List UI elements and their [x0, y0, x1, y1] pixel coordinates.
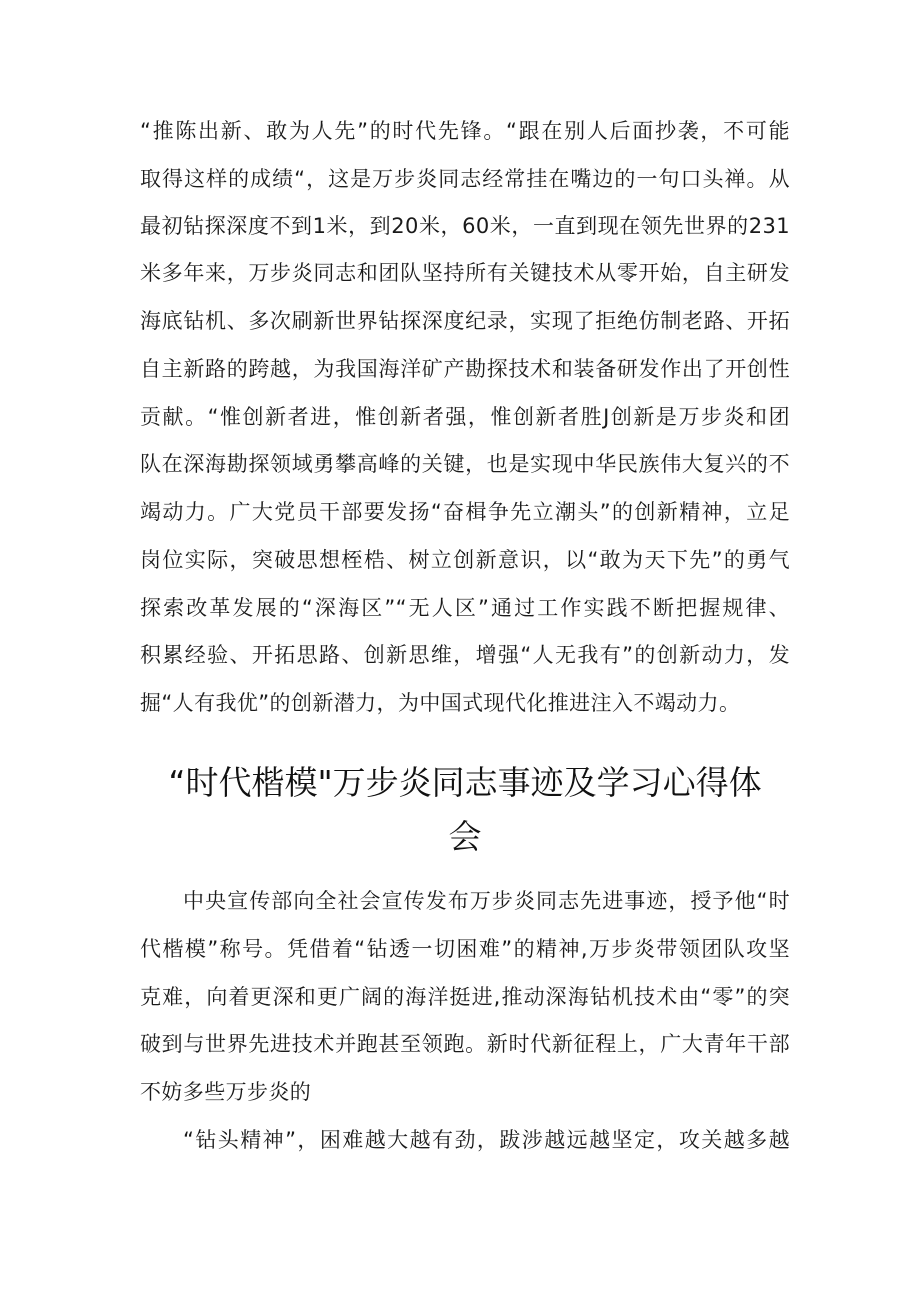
text-line: 不妨多些万步炎的: [140, 1080, 312, 1104]
text-line: “钻头精神”，困难越大越有劲，跋涉越远越坚定，攻关越多越: [183, 1128, 790, 1152]
text-line: 队在深海勘探领域勇攀高峰的关键，也是实现中华民族伟大复兴的不: [140, 452, 790, 476]
text-line: 自主新路的跨越，为我国海洋矿产勘探技术和装备研发作出了开创性: [140, 357, 790, 381]
text-line: 中央宣传部向全社会宣传发布万步炎同志先进事迹，授予他“时: [183, 889, 790, 913]
text-line: 取得这样的成绩“，这是万步炎同志经常挂在嘴边的一句口头禅。从: [140, 167, 790, 191]
text-line: 克难，向着更深和更广阔的海洋挺进,推动深海钻机技术由“零”的突: [140, 985, 790, 1009]
text-line: 积累经验、开拓思路、创新思维，增强“人无我有”的创新动力，发: [140, 643, 790, 667]
text-line: 竭动力。广大党员干部要发扬“奋楫争先立潮头”的创新精神，立足: [140, 500, 790, 524]
text-line: 掘“人有我优”的创新潜力，为中国式现代化推进注入不竭动力。: [140, 691, 741, 715]
text-line: 代楷模”称号。凭借着“钻透一切困难”的精神,万步炎带领团队攻坚: [140, 937, 790, 961]
text-line: 破到与世界先进技术并跑甚至领跑。新时代新征程上，广大青年干部: [140, 1032, 790, 1056]
heading-line: 会: [448, 817, 482, 856]
text-line: 探索改革发展的“深海区”“无人区”通过工作实践不断把握规律、: [140, 596, 790, 620]
text-line: 米多年来，万步炎同志和团队坚持所有关键技术从零开始，自主研发: [140, 261, 790, 285]
text-line: “推陈出新、敢为人先”的时代先锋。“跟在别人后面抄袭，不可能: [140, 119, 790, 143]
text-line: 海底钻机、多次刷新世界钻探深度纪录，实现了拒绝仿制老路、开拓: [140, 309, 790, 333]
text-line: 贡献。“惟创新者进，惟创新者强，惟创新者胜J创新是万步炎和团: [140, 405, 790, 429]
text-line: 最初钻探深度不到1米，到20米，60米，一直到现在领先世界的231: [140, 214, 790, 238]
text-line: 岗位实际，突破思想桎梏、树立创新意识，以“敢为天下先”的勇气: [140, 548, 790, 572]
heading-line: “时代楷模"万步炎同志事迹及学习心得体: [168, 763, 762, 802]
